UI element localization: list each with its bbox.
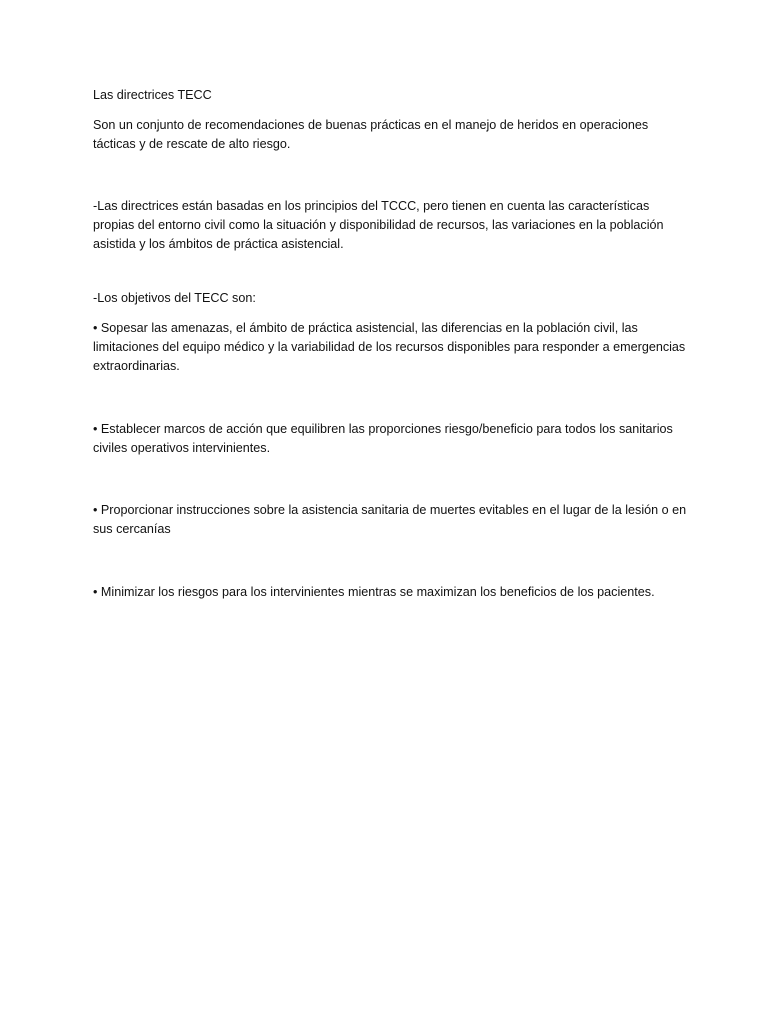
objective-item: • Proporcionar instrucciones sobre la asistencia sanitaria de muertes evitables en el lugar de la lesión o en sus cercanías	[93, 503, 687, 536]
objective-item: • Establecer marcos de acción que equilibren las proporciones riesgo/beneficio para todos los sanitarios civiles operativos intervinientes.	[93, 422, 673, 455]
document-title: Las directrices TECC	[93, 88, 212, 102]
basis-paragraph: -Las directrices están basadas en los principios del TCCC, pero tienen en cuenta las características propias del entorno civil como la situación y disponibilidad de recursos, las variaciones en la población asistida y los ámbitos de práctica asistencial.	[93, 199, 664, 251]
document-body	[93, 86, 693, 602]
objective-item: • Minimizar los riesgos para los intervinientes mientras se maximizan los beneficios de los pacientes.	[93, 585, 655, 599]
objectives-heading: -Los objetivos del TECC son:	[93, 291, 256, 305]
objective-item: • Sopesar las amenazas, el ámbito de práctica asistencial, las diferencias en la población civil, las limitaciones del equipo médico y la variabilidad de los recursos disponibles para responder a emergencias extraordinarias.	[93, 321, 686, 373]
intro-paragraph: Son un conjunto de recomendaciones de buenas prácticas en el manejo de heridos en operaciones tácticas y de rescate de alto riesgo.	[93, 118, 649, 151]
